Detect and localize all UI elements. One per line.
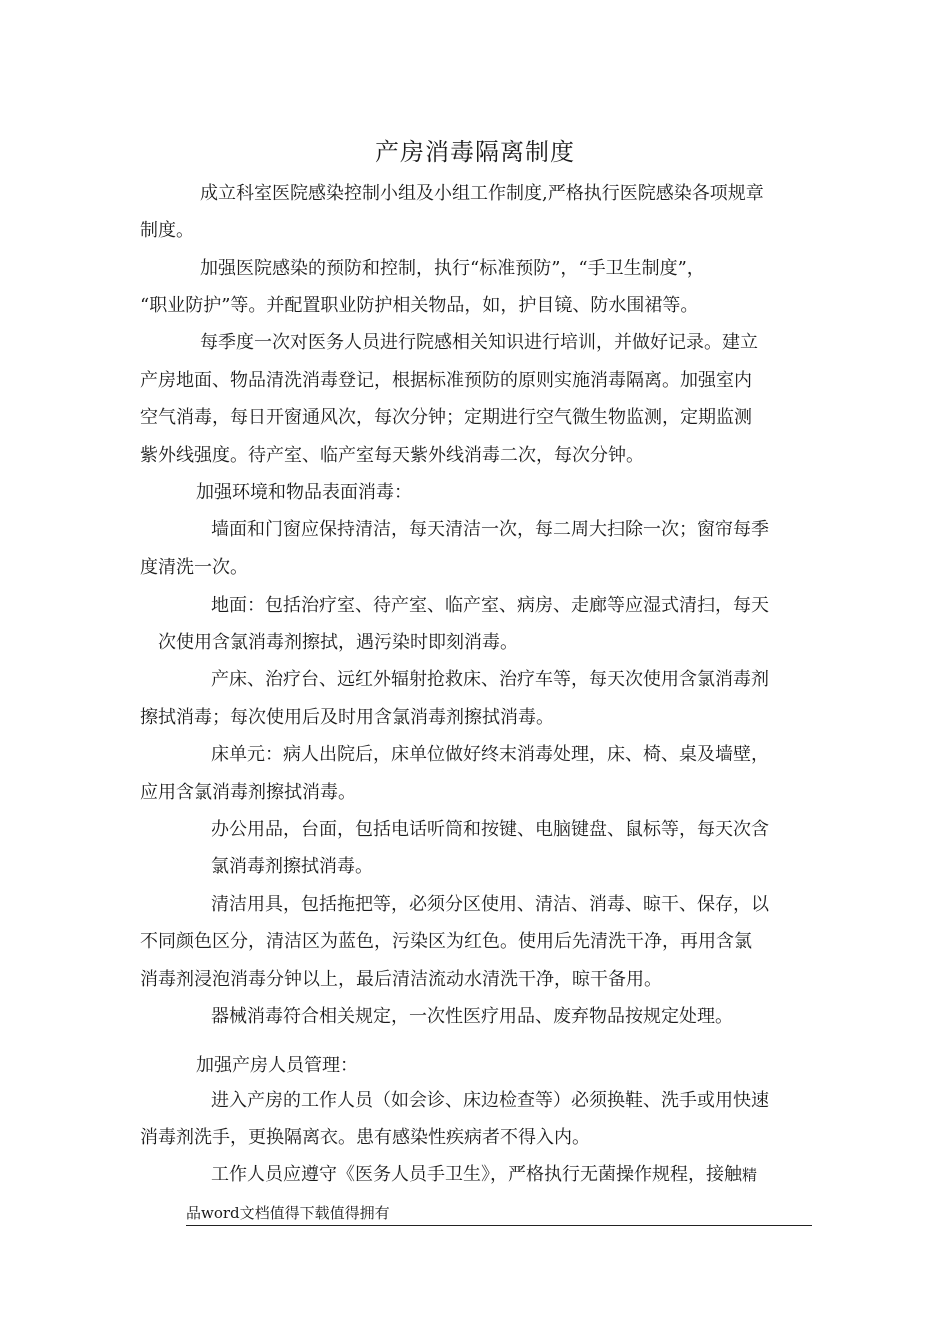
text-line: 应用含氯消毒剂擦拭消毒。 [140,782,356,803]
text-line: 擦拭消毒；每次使用后及时用含氯消毒剂擦拭消毒。 [140,707,554,728]
text-line: 消毒剂洗手，更换隔离衣。患有感染性疾病者不得入内。 [140,1127,590,1148]
text-line: 地面：包括治疗室、待产室、临产室、病房、走廊等应湿式清扫，每天 [211,595,769,616]
text-line: 器械消毒符合相关规定，一次性医疗用品、废弃物品按规定处理。 [211,1006,733,1027]
text-line: 消毒剂浸泡消毒分钟以上，最后清洁流动水清洗干净，晾干备用。 [140,969,662,990]
text-line: 每季度一次对医务人员进行院感相关知识进行培训，并做好记录。建立 [200,332,758,353]
text-line: 制度。 [140,220,194,241]
text-line: “职业防护”等。并配置职业防护相关物品，如，护目镜、防水围裙等。 [140,295,699,316]
text-line: 紫外线强度。待产室、临产室每天紫外线消毒二次，每次分钟。 [140,445,644,466]
text-line: 度清洗一次。 [140,557,248,578]
footer-tail: 精 [742,1166,758,1184]
text-line: 墙面和门窗应保持清洁，每天清洁一次，每二周大扫除一次；窗帘每季 [211,519,769,540]
text-line: 次使用含氯消毒剂擦拭，遇污染时即刻消毒。 [158,632,518,653]
text-line [211,1163,757,1187]
text-line: 产房地面、物品清洗消毒登记，根据标准预防的原则实施消毒隔离。加强室内 [140,370,752,391]
section-heading: 加强产房人员管理： [196,1055,358,1076]
text-line: 成立科室医院感染控制小组及小组工作制度,严格执行医院感染各项规章 [200,183,764,204]
text-line-main: 工作人员应遵守《医务人员手卫生》，严格执行无菌操作规程，接触 [211,1164,742,1185]
page-footer: 品word文档值得下载值得拥有 [186,1203,812,1226]
text-line: 清洁用具，包括拖把等，必须分区使用、清洁、消毒、晾干、保存，以 [211,894,769,915]
text-line: 氯消毒剂擦拭消毒。 [211,856,373,877]
text-line: 产床、治疗台、远红外辐射抢救床、治疗车等，每天次使用含氯消毒剂 [211,669,769,690]
text-line: 进入产房的工作人员（如会诊、床边检查等）必须换鞋、洗手或用快速 [211,1090,769,1111]
text-line: 空气消毒，每日开窗通风次，每次分钟；定期进行空气微生物监测，定期监测 [140,407,752,428]
text-line: 加强医院感染的预防和控制，执行“标准预防”，“手卫生制度”， [200,258,705,279]
text-line: 不同颜色区分，清洁区为蓝色，污染区为红色。使用后先清洗干净，再用含氯 [140,931,752,952]
text-line: 办公用品，台面，包括电话听筒和按键、电脑键盘、鼠标等，每天次含 [211,819,769,840]
text-line: 床单元：病人出院后，床单位做好终末消毒处理，床、椅、桌及墙壁， [211,744,769,765]
section-heading: 加强环境和物品表面消毒： [196,482,412,503]
document-title: 产房消毒隔离制度 [375,138,575,166]
